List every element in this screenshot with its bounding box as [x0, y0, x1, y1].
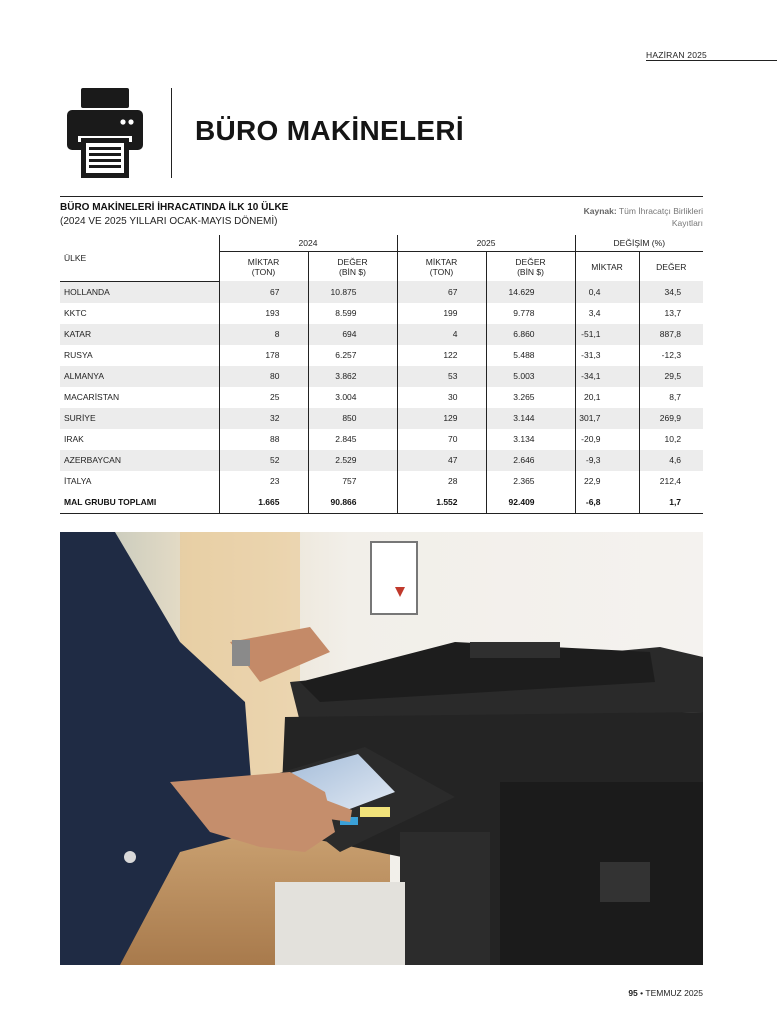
row-change-qty: 22,9 [575, 471, 639, 492]
row-qty-2024: 67 [219, 281, 308, 303]
table-row [60, 429, 703, 450]
row-change-val: -12,3 [639, 345, 703, 366]
row-val-2024: 757 [308, 471, 397, 492]
row-qty-2025: 30 [397, 387, 486, 408]
header-qty-2025: MİKTAR (TON) [397, 252, 486, 282]
row-qty-2024: 23 [219, 471, 308, 492]
total-change-val: 1,7 [639, 492, 703, 514]
row-qty-2024: 25 [219, 387, 308, 408]
row-change-qty: 20,1 [575, 387, 639, 408]
row-qty-2024: 193 [219, 303, 308, 324]
row-change-val: 212,4 [639, 471, 703, 492]
row-country: KATAR [60, 324, 219, 345]
row-val-2024: 10.875 [308, 281, 397, 303]
office-photocopier-photo [60, 532, 703, 965]
row-qty-2025: 199 [397, 303, 486, 324]
table-row [60, 366, 703, 387]
row-val-2024: 2.845 [308, 429, 397, 450]
footer-issue: TEMMUZ 2025 [645, 988, 703, 998]
row-qty-2025: 47 [397, 450, 486, 471]
header-rule [646, 60, 777, 61]
row-qty-2024: 52 [219, 450, 308, 471]
table-top-rule [60, 196, 703, 197]
table-row [60, 345, 703, 366]
total-qty-2024: 1.665 [219, 492, 308, 514]
row-change-val: 887,8 [639, 324, 703, 345]
row-qty-2024: 178 [219, 345, 308, 366]
row-val-2024: 6.257 [308, 345, 397, 366]
row-qty-2025: 122 [397, 345, 486, 366]
row-val-2025: 3.265 [486, 387, 575, 408]
row-country: İTALYA [64, 476, 92, 486]
row-country: KKTC [64, 308, 87, 318]
row-val-2025: 14.629 [486, 281, 575, 303]
title-divider [171, 88, 172, 178]
row-qty-2024: 32 [219, 408, 308, 429]
row-country: RUSYA [64, 350, 93, 360]
row-change-qty: 301,7 [575, 408, 639, 429]
header-year-2024: 2024 [219, 235, 397, 252]
export-table [60, 235, 703, 514]
total-change-qty: -6,8 [575, 492, 639, 514]
row-country: ALMANYA [60, 366, 219, 387]
row-val-2024: 2.529 [308, 450, 397, 471]
source-label: Kaynak: [583, 206, 617, 216]
source-note [563, 205, 703, 229]
row-qty-2025: 67 [397, 281, 486, 303]
row-change-val: 10,2 [639, 429, 703, 450]
row-country: HOLLANDA [60, 281, 219, 303]
header-change-val: DEĞER [639, 252, 703, 282]
table-title: BÜRO MAKİNELERİ İHRACATINDA İLK 10 ÜLKE [60, 202, 289, 213]
total-label: MAL GRUBU TOPLAMI [60, 492, 219, 514]
footer-separator: • [640, 988, 644, 998]
page-number: 95 [628, 988, 638, 998]
page-footer [628, 988, 703, 998]
source-text: Tüm İhracatçı Birlikleri Kayıtları [618, 206, 703, 228]
total-val-2024: 90.866 [308, 492, 397, 514]
row-country: IRAK [64, 434, 84, 444]
row-change-qty: -34,1 [575, 366, 639, 387]
row-val-2024: 3.004 [308, 387, 397, 408]
header-val-2025: DEĞER (BİN $) [486, 252, 575, 282]
row-qty-2024: 88 [219, 429, 308, 450]
table-row [60, 471, 703, 492]
table-row [60, 450, 703, 471]
row-val-2025: 3.134 [486, 429, 575, 450]
row-qty-2025: 70 [397, 429, 486, 450]
row-val-2025: 2.646 [486, 450, 575, 471]
row-val-2024: 694 [308, 324, 397, 345]
table-total-row [60, 492, 703, 514]
row-qty-2024: 80 [219, 366, 308, 387]
row-change-qty: 0,4 [575, 281, 639, 303]
table-subtitle: (2024 VE 2025 YILLARI OCAK-MAYIS DÖNEMİ) [60, 216, 278, 227]
row-qty-2025: 28 [397, 471, 486, 492]
table-row [60, 281, 703, 303]
row-country: MACARİSTAN [64, 392, 120, 402]
row-qty-2025: 4 [397, 324, 486, 345]
row-val-2024: 3.862 [308, 366, 397, 387]
row-val-2025: 3.144 [486, 408, 575, 429]
header-year-2025: 2025 [397, 235, 575, 252]
header-country: ÜLKE [60, 235, 219, 281]
table-row [60, 303, 703, 324]
row-change-qty: -51,1 [575, 324, 639, 345]
row-change-val: 13,7 [639, 303, 703, 324]
row-change-val: 269,9 [639, 408, 703, 429]
page-title: BÜRO MAKİNELERİ [195, 115, 464, 146]
row-val-2025: 2.365 [486, 471, 575, 492]
row-qty-2024: 8 [219, 324, 308, 345]
row-change-qty: -20,9 [575, 429, 639, 450]
header-date: HAZİRAN 2025 [646, 50, 707, 60]
header-qty-2024: MİKTAR (TON) [219, 252, 308, 282]
header-change-qty: MİKTAR [575, 252, 639, 282]
row-val-2025: 5.488 [486, 345, 575, 366]
row-val-2024: 850 [308, 408, 397, 429]
total-val-2025: 92.409 [486, 492, 575, 514]
table-row [60, 387, 703, 408]
header-change: DEĞİŞİM (%) [575, 235, 703, 252]
row-change-val: 8,7 [639, 387, 703, 408]
printer-icon [64, 86, 146, 180]
row-qty-2025: 53 [397, 366, 486, 387]
row-val-2024: 8.599 [308, 303, 397, 324]
row-change-qty: 3,4 [575, 303, 639, 324]
row-val-2025: 9.778 [486, 303, 575, 324]
header-val-2024: DEĞER (BİN $) [308, 252, 397, 282]
row-val-2025: 5.003 [486, 366, 575, 387]
row-change-qty: -9,3 [575, 450, 639, 471]
table-row [60, 408, 703, 429]
row-change-val: 4,6 [639, 450, 703, 471]
table-row [60, 324, 703, 345]
row-qty-2025: 129 [397, 408, 486, 429]
row-change-val: 29,5 [639, 366, 703, 387]
row-country: AZERBAYCAN [60, 450, 219, 471]
total-qty-2025: 1.552 [397, 492, 486, 514]
row-change-val: 34,5 [639, 281, 703, 303]
row-val-2025: 6.860 [486, 324, 575, 345]
row-change-qty: -31,3 [575, 345, 639, 366]
row-country: SURİYE [60, 408, 219, 429]
